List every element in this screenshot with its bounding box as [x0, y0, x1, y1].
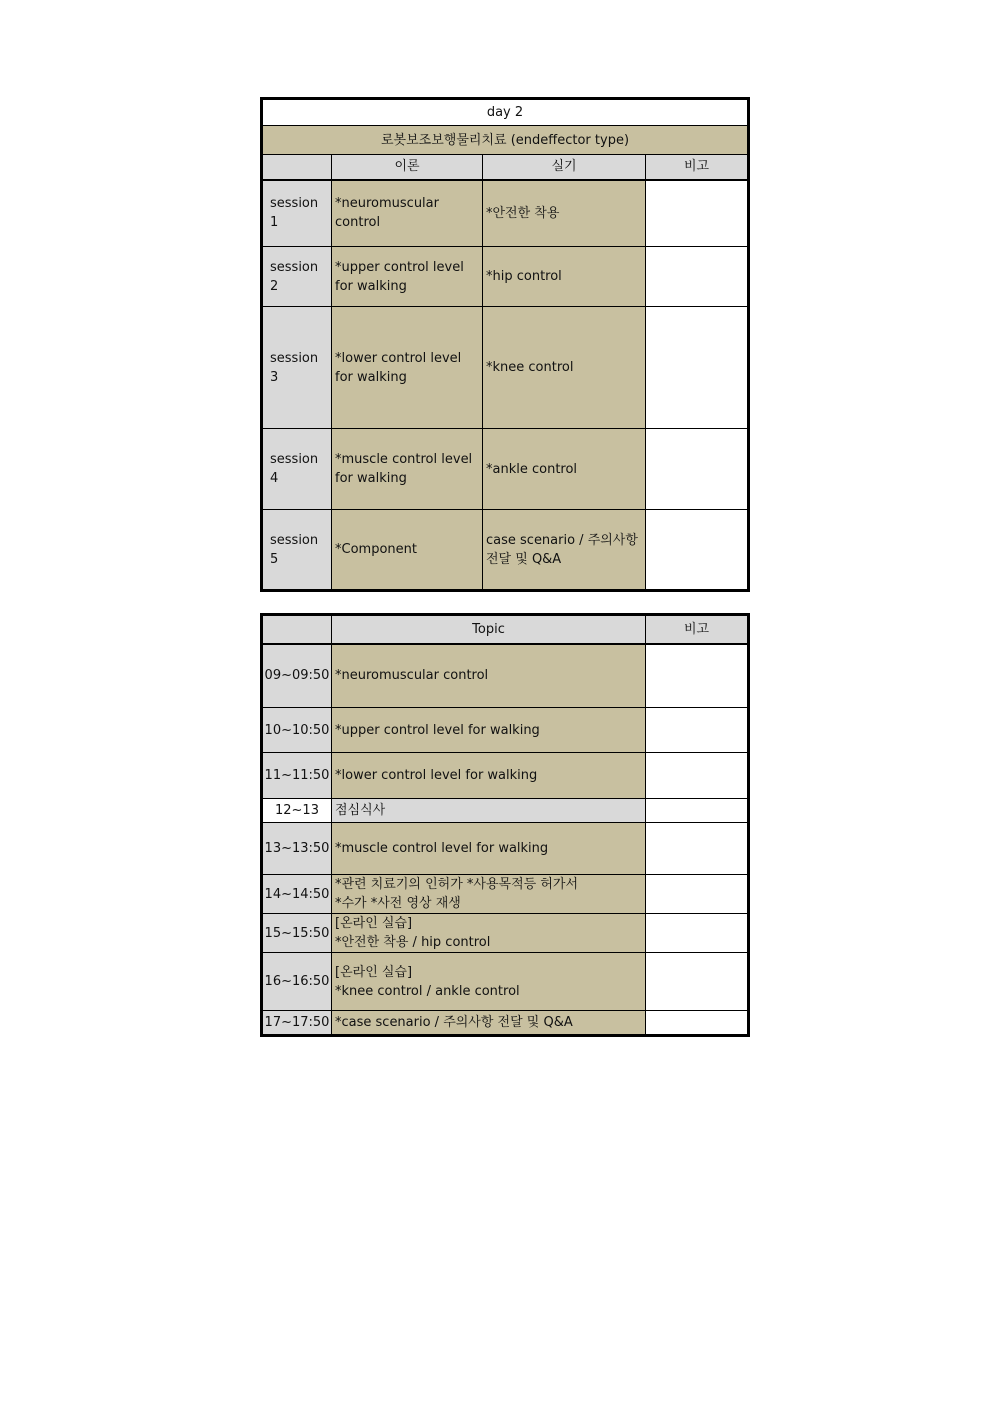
note-cell — [646, 799, 748, 823]
header-theory: 이론 — [332, 155, 483, 180]
header-topic: Topic — [332, 616, 646, 644]
header-note: 비고 — [646, 155, 748, 180]
note-cell — [646, 708, 748, 753]
topic-cell — [332, 753, 646, 799]
topic-line: *upper control level for walking — [335, 722, 540, 738]
practice-cell: case scenario / 주의사항 전달 및 Q&A — [483, 510, 646, 590]
note-cell — [646, 1011, 748, 1035]
table-subtitle: 로봇보조보행물리치료 (endeffector type) — [263, 126, 748, 155]
theory-cell: *muscle control level for walking — [332, 429, 483, 510]
note-cell — [646, 953, 748, 1011]
header-blank — [263, 155, 332, 180]
session-label: session 5 — [263, 510, 332, 590]
day2-session-table — [262, 99, 748, 590]
topic-line: *case scenario / 주의사항 전달 및 Q&A — [335, 1015, 573, 1030]
table-row — [263, 823, 748, 875]
theory-cell: *Component — [332, 510, 483, 590]
header-note: 비고 — [646, 616, 748, 644]
note-cell — [646, 510, 748, 590]
practice-cell: *안전한 착용 — [483, 180, 646, 247]
time-cell: 14~14:50 — [263, 875, 332, 914]
topic-cell — [332, 875, 646, 914]
table-row — [263, 753, 748, 799]
topic-line: *안전한 착용 / hip control — [335, 935, 491, 950]
theory-cell: *neuromuscular control — [332, 180, 483, 247]
session-label: session 4 — [263, 429, 332, 510]
time-cell: 11~11:50 — [263, 753, 332, 799]
note-cell — [646, 875, 748, 914]
topic-line: 점심식사 — [335, 803, 386, 818]
topic-line: *muscle control level for walking — [335, 841, 549, 856]
header-practice: 실기 — [483, 155, 646, 180]
table-row — [263, 914, 748, 953]
theory-cell: *lower control level for walking — [332, 307, 483, 429]
time-cell: 12~13 — [263, 799, 332, 823]
note-cell — [646, 180, 748, 247]
topic-cell — [332, 799, 646, 823]
topic-cell — [332, 953, 646, 1011]
topic-cell — [332, 1011, 646, 1035]
table-row — [263, 1011, 748, 1035]
practice-cell: *hip control — [483, 247, 646, 307]
table-row — [263, 429, 748, 510]
practice-cell: *ankle control — [483, 429, 646, 510]
time-cell: 17~17:50 — [263, 1011, 332, 1035]
time-cell: 09~09:50 — [263, 644, 332, 708]
time-cell: 10~10:50 — [263, 708, 332, 753]
topic-cell — [332, 708, 646, 753]
header-blank — [263, 616, 332, 644]
practice-cell: *knee control — [483, 307, 646, 429]
topic-line: *수가 *사전 영상 재생 — [335, 896, 461, 911]
table-row — [263, 180, 748, 247]
topic-cell — [332, 644, 646, 708]
table-title: day 2 — [263, 100, 748, 126]
day2-timetable — [262, 615, 748, 1035]
table-row — [263, 875, 748, 914]
topic-line: *lower control level for walking — [335, 768, 538, 783]
topic-line: *관련 치료기의 인허가 *사용목적등 허가서 — [335, 877, 579, 892]
time-cell: 16~16:50 — [263, 953, 332, 1011]
topic-cell — [332, 823, 646, 875]
session-label: session 3 — [263, 307, 332, 429]
note-cell — [646, 644, 748, 708]
table-row — [263, 510, 748, 590]
topic-line: *knee control / ankle control — [335, 983, 520, 999]
time-cell: 13~13:50 — [263, 823, 332, 875]
topic-line: *neuromuscular control — [335, 668, 489, 684]
note-cell — [646, 307, 748, 429]
topic-line: [온라인 실습] — [335, 916, 413, 931]
theory-cell: *upper control level for walking — [332, 247, 483, 307]
table-row — [263, 708, 748, 753]
topic-line: [온라인 실습] — [335, 964, 413, 980]
note-cell — [646, 247, 748, 307]
note-cell — [646, 753, 748, 799]
session-label: session 2 — [263, 247, 332, 307]
note-cell — [646, 429, 748, 510]
note-cell — [646, 914, 748, 953]
table-row — [263, 307, 748, 429]
topic-cell — [332, 914, 646, 953]
table-row — [263, 247, 748, 307]
table-row — [263, 953, 748, 1011]
table-row — [263, 644, 748, 708]
time-cell: 15~15:50 — [263, 914, 332, 953]
table-row — [263, 799, 748, 823]
session-label: session 1 — [263, 180, 332, 247]
note-cell — [646, 823, 748, 875]
